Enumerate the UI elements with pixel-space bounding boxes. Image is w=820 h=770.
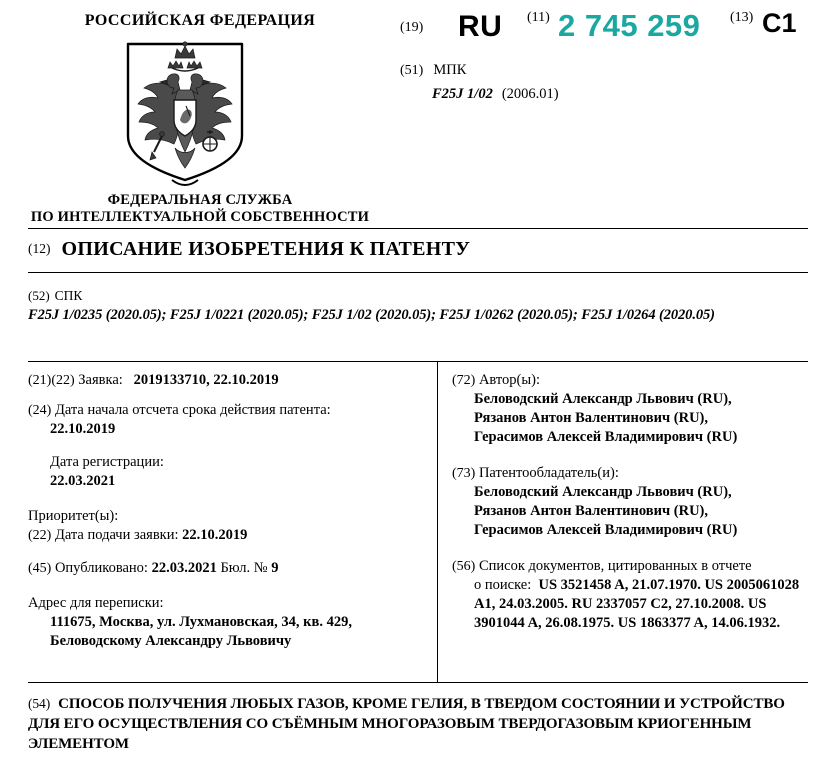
divider-top [28,228,808,229]
page-title-text: ОПИСАНИЕ ИЗОБРЕТЕНИЯ К ПАТЕНТУ [61,238,471,260]
inid-code-72: (72) [452,373,476,388]
authors-label-row [452,371,808,390]
registration-label: Дата регистрации: [50,454,164,470]
column-divider [437,362,438,682]
cpc-label-row [28,288,814,304]
field-application [28,371,428,390]
agency-title-line2: ПО ИНТЕЛЛЕКТУАЛЬНОЙ СОБСТВЕННОСТИ [30,209,370,225]
author-name: Рязанов Антон Валентинович (RU), [474,410,708,426]
correspondence-line2: Беловодскому Александру Львовичу [50,633,292,649]
term-start-label-row [28,401,428,420]
citations-label-row [452,557,808,576]
biblio-right-column [452,362,808,644]
patent-number-row [400,8,820,58]
patent-number: 2 745 259 [558,8,701,43]
inid-code-56: (56) [452,559,476,574]
inid-code-12: (12) [28,241,51,256]
field-citations [452,557,808,633]
bibliographic-table [28,362,808,682]
published-label: Опубликовано: [54,560,148,576]
field-correspondence [28,594,428,651]
holder-name: Рязанов Антон Валентинович (RU), [474,503,708,519]
field-priority [28,507,428,545]
invention-title-text: СПОСОБ ПОЛУЧЕНИЯ ЛЮБЫХ ГАЗОВ, КРОМЕ ГЕЛИЯ, В ТВЕРДОМ СОСТОЯНИИ И УСТРОЙСТВО ДЛЯ ЕГО ОСУЩЕСТВЛЕНИЯ СО СЪЁМНЫМ МНОГОРАЗОВЫМ ТВЕРДОГАЗОВЫМ КРИОГЕННЫМ ЭЛЕМЕНТОМ [28,696,785,752]
author-name: Беловодский Александр Львович (RU), [474,391,732,407]
divider-biblio-bottom [28,682,808,683]
citations-label-line1: Список документов, цитированных в отчете [478,558,752,574]
ipc-block [400,60,820,104]
ipc-value-row [432,84,820,104]
correspondence-line1: 111675, Москва, ул. Лухмановская, 34, кв. 429, [50,614,352,630]
holders-label-row [452,464,808,483]
correspondence-label: Адрес для переписки: [28,595,164,611]
authors-label: Автор(ы): [478,372,540,388]
field-holders [452,464,808,540]
agency-title [0,192,400,226]
application-value: 2019133710, 22.10.2019 [133,372,279,388]
russian-coat-of-arms-icon [120,40,250,190]
author-name: Герасимов Алексей Владимирович (RU) [474,429,738,445]
term-start-value: 22.10.2019 [50,421,116,437]
ipc-label-row [400,60,820,81]
invention-title [28,694,812,754]
field-published [28,559,428,578]
cpc-label: СПК [54,288,83,303]
published-date: 22.03.2021 [151,560,217,576]
inid-code-19: (19) [400,20,424,35]
inid-code-24: (24) [28,403,52,418]
priority-label: Приоритет(ы): [28,508,119,524]
field-registration [28,453,428,491]
agency-title-line1: ФЕДЕРАЛЬНАЯ СЛУЖБА [107,192,293,208]
citations-label-line2: о поиске: [474,577,532,593]
bulletin-number: 9 [271,560,279,576]
ipc-label: МПК [433,62,467,78]
inid-code-13: (13) [730,10,754,25]
kind-code: C1 [762,8,797,38]
biblio-left-column [28,362,428,662]
field-authors [452,371,808,447]
inid-code-52: (52) [28,288,50,303]
application-label: Заявка: [78,372,123,388]
holder-name: Герасимов Алексей Владимирович (RU) [474,522,738,538]
inid-code-73: (73) [452,466,476,481]
citations-body [474,576,808,633]
inid-code-51: (51) [400,63,424,78]
inid-code-54: (54) [28,696,51,711]
priority-filing-row [28,526,428,545]
inid-code-21-22: (21)(22) [28,373,75,388]
inid-code-22: (22) [28,528,52,543]
priority-filing-value: 22.10.2019 [182,527,248,543]
document-header [0,0,820,230]
holder-name: Беловодский Александр Львович (RU), [474,484,732,500]
citations-text: US 3521458 A, 21.07.1970. US 2005061028 A1, 24.03.2005. RU 2337057 C2, 27.10.2008. US 3901044 A, 26.08.1975. US 1863377 A, 14.06.1932. [474,577,800,631]
registration-value: 22.03.2021 [50,473,116,489]
country-code: RU [458,10,503,43]
cpc-block [28,288,814,324]
holders-label: Патентообладатель(и): [478,465,619,481]
inid-code-11: (11) [527,10,550,25]
bulletin-label: Бюл. № [220,560,268,576]
inid-code-45: (45) [28,561,52,576]
priority-filing-label: Дата подачи заявки: [54,527,179,543]
ipc-classification: F25J 1/02 [432,86,493,102]
field-term-start [28,401,428,439]
ipc-version: (2006.01) [501,86,559,102]
term-start-label: Дата начала отсчета срока действия патента: [54,402,331,418]
country-title: РОССИЙСКАЯ ФЕДЕРАЦИЯ [84,12,316,29]
page-title [28,238,470,261]
divider-under-title [28,272,808,273]
cpc-values: F25J 1/0235 (2020.05); F25J 1/0221 (2020.05); F25J 1/02 (2020.05); F25J 1/0262 (2020.05); F25J 1/0264 (2020.05) [28,307,715,323]
